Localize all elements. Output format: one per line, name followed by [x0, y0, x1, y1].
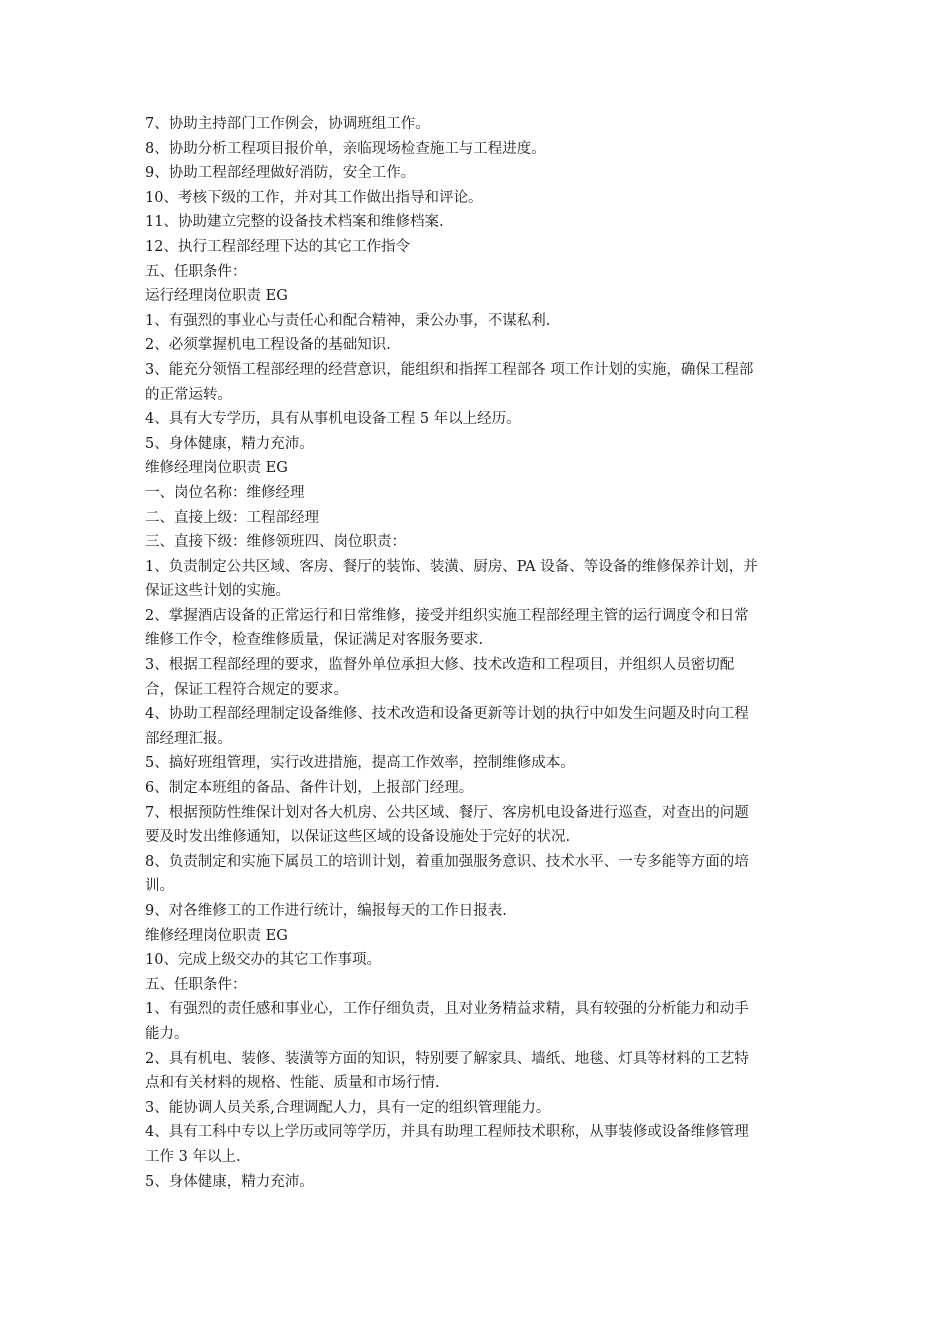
text-line: 训。 [145, 878, 174, 895]
text-line: 5、身体健康，精力充沛。 [145, 1173, 314, 1190]
text-line: 的正常运转。 [145, 386, 232, 403]
text-line: 9、协助工程部经理做好消防，安全工作。 [145, 165, 416, 182]
text-line: 合，保证工程符合规定的要求。 [145, 681, 348, 698]
text-line: 7、协助主持部门工作例会，协调班组工作。 [145, 116, 430, 132]
text-line: 8、协助分析工程项目报价单，亲临现场检查施工与工程进度。 [145, 140, 546, 157]
text-line: 3、能充分领悟工程部经理的经营意识，能组织和指挥工程部各 项工作计划的实施，确保工程部 [145, 361, 754, 378]
text-line: 2、掌握酒店设备的正常运行和日常维修，接受并组织实施工程部经理主管的运行调度令和日常 [145, 607, 749, 624]
text-line: 6、制定本班组的备品、备件计划，上报部门经理。 [145, 780, 474, 797]
text-line: 维修工作令，检查维修质量，保证满足对客服务要求. [145, 632, 484, 649]
text-line: 2、具有机电、装修、装潢等方面的知识，特别要了解家具、墙纸、地毯、灯具等材料的工艺特 [145, 1050, 749, 1067]
text-line: 一、岗位名称：维修经理 [145, 484, 305, 501]
text-line: 11、协助建立完整的设备技术档案和维修档案. [145, 214, 444, 231]
text-line: 2、必须掌握机电工程设备的基础知识. [145, 337, 391, 354]
text-line: 12、执行工程部经理下达的其它工作指令 [145, 238, 410, 255]
text-line: 1、负责制定公共区域、客房、餐厅的装饰、装潢、厨房、PA 设备、等设备的维修保养计划，并 [145, 558, 758, 575]
text-line: 5、搞好班组管理，实行改进措施，提高工作效率，控制维修成本。 [145, 755, 575, 772]
section-heading: 五、任职条件： [145, 976, 247, 993]
text-line: 点和有关材料的规格、性能、质量和市场行情. [145, 1075, 440, 1092]
text-line: 二、直接上级：工程部经理 [145, 509, 319, 526]
text-line: 10、完成上级交办的其它工作事项。 [145, 952, 381, 969]
text-line: 保证这些计划的实施。 [145, 583, 290, 600]
section-heading: 运行经理岗位职责 EG [145, 288, 288, 305]
text-line: 4、具有工科中专以上学历或同等学历，并具有助理工程师技术职称，从事装修或设备维修管理 [145, 1124, 749, 1141]
text-line: 工作 3 年以上. [145, 1148, 241, 1165]
text-line: 要及时发出维修通知，以保证这些区域的设备设施处于完好的状况. [145, 829, 571, 846]
text-line: 部经理汇报。 [145, 730, 232, 747]
text-line: 1、有强烈的责任感和事业心，工作仔细负责，且对业务精益求精，具有较强的分析能力和动手 [145, 1001, 749, 1018]
text-line: 4、协助工程部经理制定设备维修、技术改造和设备更新等计划的执行中如发生问题及时向工程 [145, 706, 749, 723]
document-body [145, 112, 817, 1194]
section-heading: 五、任职条件： [145, 263, 247, 280]
text-line: 10、考核下级的工作，并对其工作做出指导和评论。 [145, 189, 483, 206]
text-line: 三、直接下级：维修领班四、岗位职责： [145, 534, 406, 551]
text-line: 5、身体健康，精力充沛。 [145, 435, 314, 452]
text-line: 3、根据工程部经理的要求，监督外单位承担大修、技术改造和工程项目，并组织人员密切配 [145, 657, 735, 674]
text-line: 4、具有大专学历，具有从事机电设备工程 5 年以上经历。 [145, 411, 521, 428]
text-line: 能力。 [145, 1025, 189, 1042]
section-heading: 维修经理岗位职责 EG [145, 460, 288, 477]
text-line: 1、有强烈的事业心与责任心和配合精神，秉公办事，不谋私利. [145, 312, 551, 329]
text-line: 3、能协调人员关系,合理调配人力，具有一定的组织管理能力。 [145, 1099, 551, 1116]
text-line: 9、对各维修工的工作进行统计，编报每天的工作日报表. [145, 903, 507, 919]
text-line: 7、根据预防性维保计划对各大机房、公共区域、餐厅、客房机电设备进行巡查，对查出的问题 [145, 804, 749, 821]
text-line: 8、负责制定和实施下属员工的培训计划，着重加强服务意识、技术水平、一专多能等方面的培 [145, 853, 749, 870]
section-heading: 维修经理岗位职责 EG [145, 927, 288, 944]
